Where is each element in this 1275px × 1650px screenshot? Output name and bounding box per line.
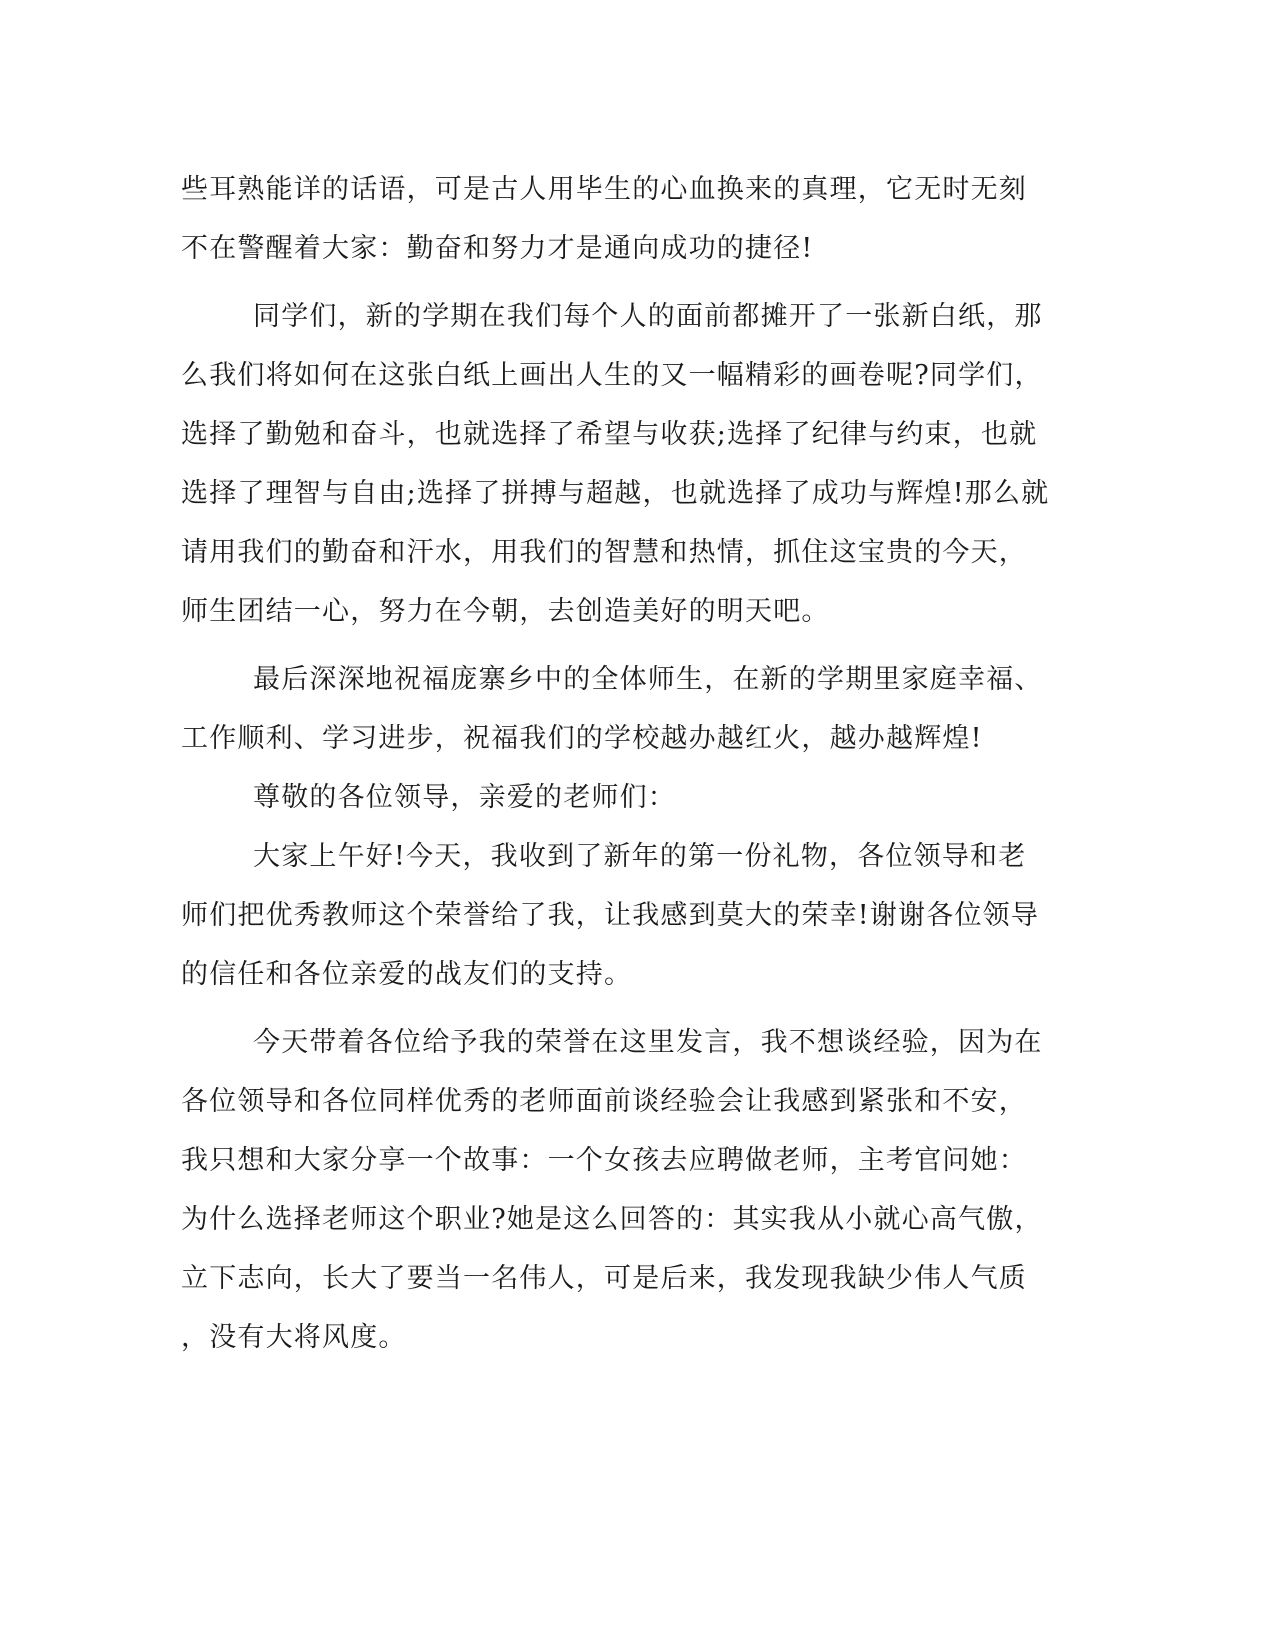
text-line: 的信任和各位亲爱的战友们的支持。: [181, 959, 633, 990]
text-line: 选择了理智与自由;选择了拼搏与超越，也就选择了成功与辉煌!那么就: [181, 478, 1050, 509]
text-line: 我只想和大家分享一个故事：一个女孩去应聘做老师，主考官问她：: [181, 1145, 1027, 1176]
text-line: 为什么选择老师这个职业?她是这么回答的：其实我从小就心高气傲，: [181, 1204, 1043, 1235]
text-line: 不在警醒着大家：勤奋和努力才是通向成功的捷径!: [181, 233, 814, 264]
text-line: 工作顺利、学习进步，祝福我们的学校越办越红火，越办越辉煌!: [181, 723, 983, 754]
text-line: 各位领导和各位同样优秀的老师面前谈经验会让我感到紧张和不安，: [181, 1086, 1027, 1117]
text-line: 今天带着各位给予我的荣誉在这里发言，我不想谈经验，因为在: [253, 1027, 1043, 1058]
text-line: 请用我们的勤奋和汗水，用我们的智慧和热情，抓住这宝贵的今天，: [181, 537, 1027, 568]
text-line: 大家上午好!今天，我收到了新年的第一份礼物，各位领导和老: [253, 841, 1027, 872]
text-line: 些耳熟能详的话语，可是古人用毕生的心血换来的真理，它无时无刻: [181, 174, 1027, 205]
text-line: 立下志向，长大了要当一名伟人，可是后来，我发现我缺少伟人气质: [181, 1263, 1027, 1294]
text-line: 师们把优秀教师这个荣誉给了我，让我感到莫大的荣幸!谢谢各位领导: [181, 900, 1040, 931]
text-line: 选择了勤勉和奋斗，也就选择了希望与收获;选择了纪律与约束，也就: [181, 419, 1038, 450]
text-line: 师生团结一心，努力在今朝，去创造美好的明天吧。: [181, 596, 830, 627]
document-body: [181, 160, 1061, 1367]
text-line: 最后深深地祝福庞寨乡中的全体师生，在新的学期里家庭幸福、: [253, 664, 1043, 695]
text-line: 同学们，新的学期在我们每个人的面前都摊开了一张新白纸，那: [253, 301, 1043, 332]
text-line: 尊敬的各位领导，亲爱的老师们：: [253, 782, 676, 813]
text-line: ，没有大将风度。: [181, 1322, 407, 1353]
text-line: 么我们将如何在这张白纸上画出人生的又一幅精彩的画卷呢?同学们，: [181, 360, 1043, 391]
